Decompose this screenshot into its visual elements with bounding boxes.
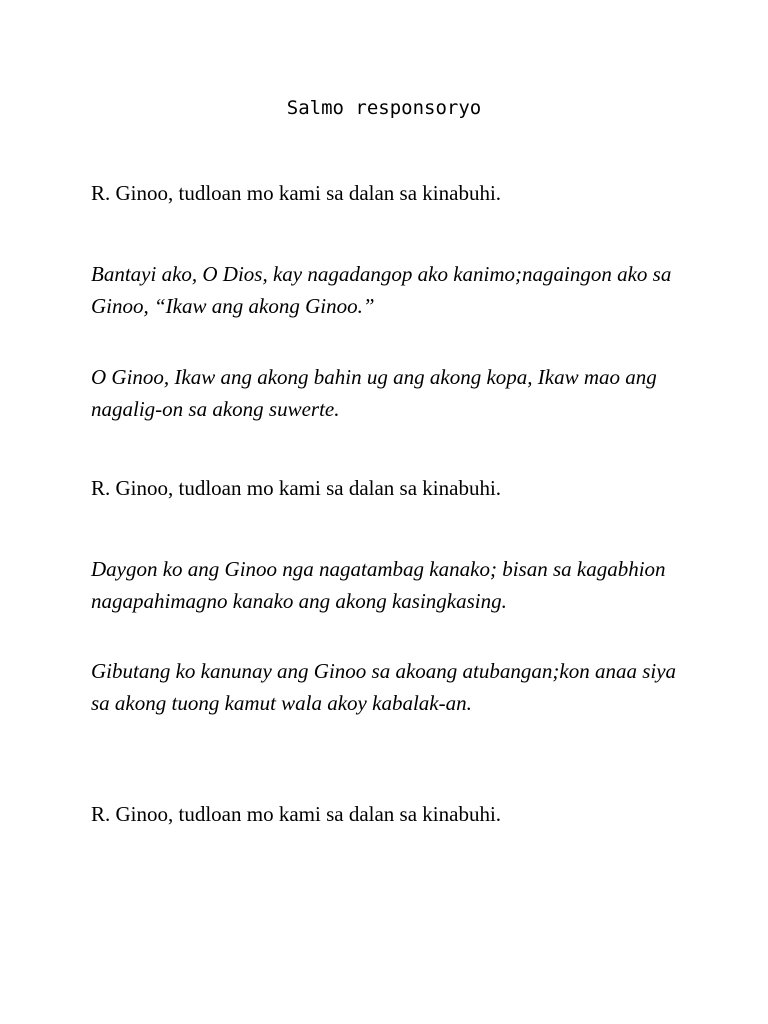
- stanza-2-verse-1: Daygon ko ang Ginoo nga nagatambag kanako; bisan sa kagabhion nagapahimagno kanako ang akong kasingkasing.: [91, 557, 666, 613]
- stanza-1-verse-1: Bantayi ako, O Dios, kay nagadangop ako kanimo;nagaingon ako sa Ginoo, “Ikaw ang akong Ginoo.”: [91, 262, 672, 318]
- stanza-2-verse-2: Gibutang ko kanunay ang Ginoo sa akoang atubangan;kon anaa siya sa akong tuong kamut wala akoy kabalak-an.: [91, 659, 677, 715]
- response-line-3: R. Ginoo, tudloan mo kami sa dalan sa kinabuhi.: [91, 802, 502, 826]
- response-line-1: R. Ginoo, tudloan mo kami sa dalan sa kinabuhi.: [91, 181, 502, 205]
- page-title: Salmo responsoryo: [286, 97, 482, 119]
- response-line-2: R. Ginoo, tudloan mo kami sa dalan sa kinabuhi.: [91, 476, 502, 500]
- stanza-1-verse-2: O Ginoo, Ikaw ang akong bahin ug ang akong kopa, Ikaw mao ang nagalig-on sa akong suwerte.: [91, 365, 657, 421]
